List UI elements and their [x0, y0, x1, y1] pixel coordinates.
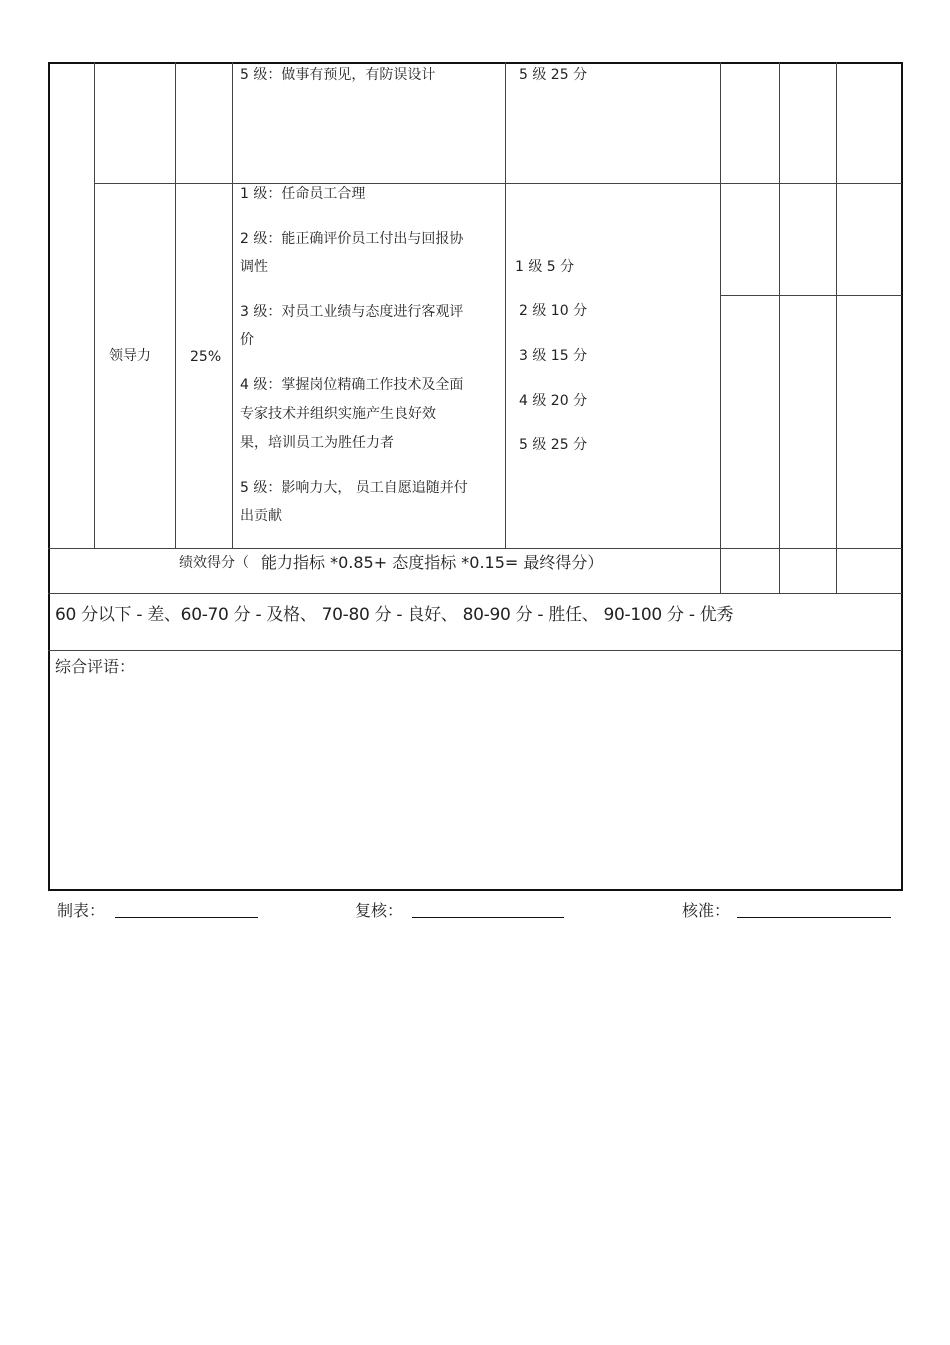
criterion-line: 2 级：能正确评价员工付出与回报协: [240, 231, 464, 247]
approved-by-label: 核准：: [682, 901, 731, 920]
criterion-line: 4 级：掌握岗位精确工作技术及全面: [240, 377, 464, 393]
table-divider: [232, 62, 233, 549]
table-divider: [94, 62, 95, 549]
score-line: 5 级 25 分: [519, 437, 588, 453]
table-divider: [94, 183, 902, 184]
evaluation-table: [48, 62, 903, 891]
criterion-line: 价: [240, 332, 254, 348]
criterion-line: 3 级：对员工业绩与态度进行客观评: [240, 304, 464, 320]
item-weight: 25%: [190, 349, 222, 365]
score-line: 4 级 20 分: [519, 393, 588, 409]
table-divider: [48, 548, 902, 549]
criterion-line: 1 级：任命员工合理: [240, 186, 366, 202]
score-line: 1 级 5 分: [515, 259, 575, 275]
reviewed-by-label: 复核：: [355, 901, 404, 920]
table-divider: [779, 62, 780, 593]
prepared-by-field[interactable]: [115, 917, 258, 918]
comments-label: 综合评语：: [55, 657, 136, 676]
criterion-line: 5 级：影响力大， 员工自愿追随并付: [240, 480, 468, 496]
score-line: 3 级 15 分: [519, 348, 588, 364]
criterion-line: 调性: [240, 259, 268, 275]
prepared-by-label: 制表：: [57, 901, 106, 920]
table-divider: [505, 62, 506, 549]
table-divider: [836, 62, 837, 593]
rating-scale: 60 分以下 - 差、60-70 分 - 及格、 70-80 分 - 良好、 80-90 分 - 胜任、 90-100 分 - 优秀: [55, 605, 734, 625]
criterion-line: 果，培训员工为胜任力者: [240, 435, 394, 451]
performance-score-formula: 能力指标 *0.85+ 态度指标 *0.15= 最终得分）: [261, 553, 604, 572]
criterion-line: 专家技术并组织实施产生良好效: [240, 406, 436, 422]
criterion-level-5: 5 级：做事有预见，有防误设计: [240, 67, 436, 83]
score-level-5: 5 级 25 分: [519, 67, 588, 83]
table-divider: [175, 62, 176, 549]
approved-by-field[interactable]: [737, 917, 891, 918]
score-line: 2 级 10 分: [519, 303, 588, 319]
table-divider: [48, 650, 902, 651]
performance-score-label: 绩效得分（: [179, 555, 249, 571]
table-divider: [720, 62, 721, 593]
item-name: 领导力: [109, 348, 151, 364]
criterion-line: 出贡献: [240, 508, 282, 524]
table-divider: [48, 593, 902, 594]
table-divider: [720, 295, 902, 296]
reviewed-by-field[interactable]: [412, 917, 564, 918]
